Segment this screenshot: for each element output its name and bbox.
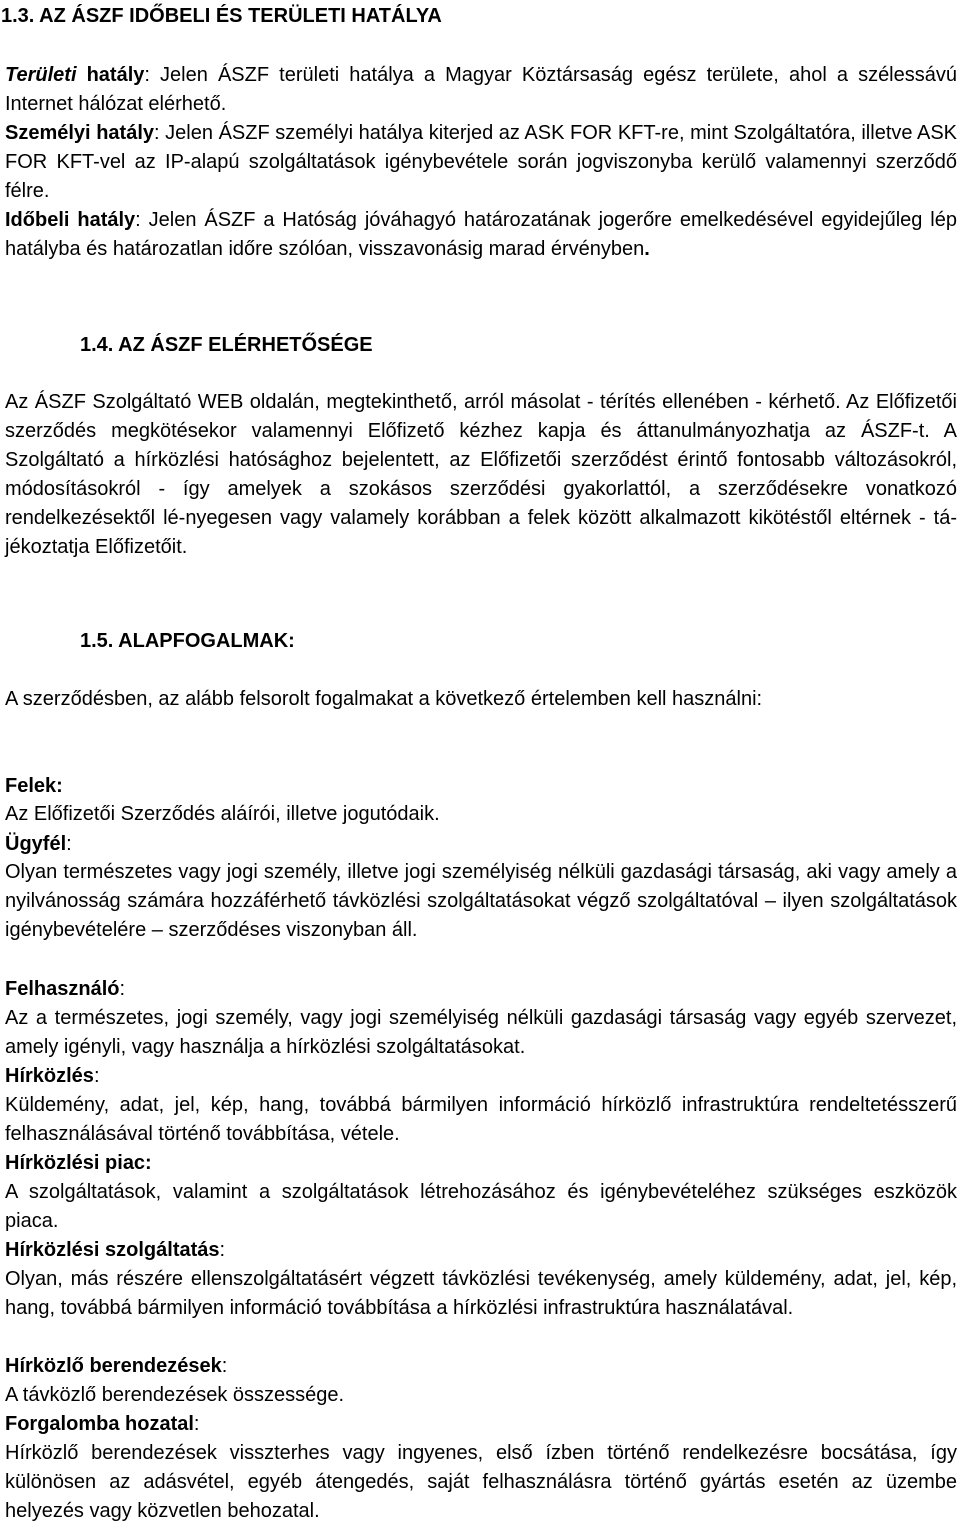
- term-territorial-rest: hatály: [76, 64, 145, 86]
- definition-term-label: Felhasználó: [5, 978, 120, 1000]
- definition-term-label: Felek:: [5, 775, 63, 797]
- definition-term-label: Hírközlés: [5, 1065, 94, 1087]
- definition-colon: :: [93, 1065, 100, 1087]
- definition-colon: :: [119, 978, 126, 1000]
- definition-term: [5, 830, 72, 859]
- definition-colon: :: [219, 1239, 226, 1261]
- definition-term-label: Forgalomba hozatal: [5, 1413, 194, 1435]
- definition-text: Küldemény, adat, jel, kép, hang, továbbá bármilyen információ hírközlő infrastruktúra rendeltetésszerű felhasználásával történő továbbítása, vétele.: [5, 1094, 957, 1145]
- definition-term: [5, 1236, 225, 1265]
- term-personal-scope: Személyi hatály: [5, 122, 155, 144]
- definition-text: A szolgáltatások, valamint a szolgáltatások létrehozásához és igénybevételéhez szükséges eszközök piaca.: [5, 1181, 957, 1232]
- paragraph-end-mark: .: [644, 238, 650, 260]
- definition-colon: :: [193, 1413, 200, 1435]
- definition-term-label: Hírközlési szolgáltatás: [5, 1239, 220, 1261]
- definition-colon: :: [221, 1355, 228, 1377]
- paragraph-availability: Az ÁSZF Szolgáltató WEB oldalán, megtekinthető, arról másolat - térítés ellenében - kérhető. Az Előfizetői szerződés megkötésekor valamennyi Előfizető kézhez kapja és áttanulmányozhatja az ÁSZF-t. A Szolgáltató a hírközlési hatósághoz bejelentett, az Előfizetői szerződést érintő fontosabb változásokról, módosításokról - így amelyek a szokásos szerződési gyakorlattól, a szerződésekre vonatkozó rendelkezésektől lé-nyegesen vagy valamely korábban a felek között alkalmazott kikötéstől eltérnek - tá-jékoztatja Előfizetőit.: [5, 391, 957, 558]
- definition-text: Az Előfizetői Szerződés aláírói, illetve jogutódaik.: [5, 803, 440, 825]
- paragraph-text: : Jelen ÁSZF a Hatóság jóváhagyó határozatának jogerőre emelkedésével egyidejűleg lép hatályba és határozatlan időre szólóan, visszavonásig marad érvényben: [5, 209, 957, 260]
- paragraph-text: : Jelen ÁSZF területi hatálya a Magyar Köztársaság egész területe, ahol a szélessávú Internet hálózat elérhető.: [5, 64, 957, 115]
- definition-colon: :: [66, 833, 72, 855]
- paragraph-temporal-scope: [5, 206, 957, 264]
- term-temporal-scope: Időbeli hatály: [5, 209, 136, 231]
- definition-term-label: Hírközlési piac:: [5, 1152, 152, 1174]
- section-heading-1-5: 1.5. ALAPFOGALMAK:: [80, 630, 295, 652]
- definition-term: [5, 1410, 199, 1439]
- definition-term: [5, 1352, 227, 1381]
- definition-text: Olyan, más részére ellenszolgáltatásért végzett távközlési tevékenység, amely küldemény, adat, jel, kép, hang, továbbá bármilyen információ továbbítása a hírközlési infrastruktúra használatával.: [5, 1268, 957, 1319]
- definition-term: [5, 1149, 152, 1178]
- definition-text: Hírközlő berendezések visszterhes vagy ingyenes, első ízben történő rendelkezésre bocsátása, így különösen az adásvétel, egyéb átengedés, saját felhasználásra történő gyártás esetén az üzembe helyezés vagy közvetlen behozatal.: [5, 1442, 957, 1522]
- paragraph-territorial-scope: [5, 61, 957, 119]
- definition-term: [5, 975, 125, 1004]
- definition-term: [5, 772, 63, 801]
- definition-term-label: Ügyfél: [5, 833, 67, 855]
- term-territorial-italic: Területi: [5, 64, 77, 86]
- paragraph-text: : Jelen ÁSZF személyi hatálya kiterjed az ASK FOR KFT-re, mint Szolgáltatóra, illetve ASK FOR KFT-vel az IP-alapú szolgáltatások igénybevétele során jogviszonyba kerülő valamennyi szerződő félre.: [5, 122, 958, 202]
- section-heading-1-4: 1.4. AZ ÁSZF ELÉRHETŐSÉGE: [80, 334, 373, 356]
- definition-term: [5, 1062, 100, 1091]
- definition-text: Olyan természetes vagy jogi személy, illetve jogi személyiség nélküli gazdasági társaság, aki vagy amely a nyilvánosság számára hozzáférhető távközlési szolgáltatásokat végző szolgáltatóval – ilyen szolgáltatások igénybevételére – szerződéses viszonyban áll.: [5, 861, 957, 941]
- paragraph-definitions-intro: A szerződésben, az alább felsorolt fogalmakat a következő értelemben kell használni:: [5, 688, 763, 710]
- section-heading-1-3: 1.3. AZ ÁSZF IDŐBELI ÉS TERÜLETI HATÁLYA: [1, 5, 442, 27]
- paragraph-personal-scope: [5, 119, 957, 206]
- definition-text: Az a természetes, jogi személy, vagy jogi személyiség nélküli gazdasági társaság vagy egyéb szervezet, amely igényli, vagy használja a hírközlési szolgáltatásokat.: [5, 1007, 957, 1058]
- definition-term-label: Hírközlő berendezések: [5, 1355, 222, 1377]
- definition-text: A távközlő berendezések összessége.: [5, 1384, 345, 1406]
